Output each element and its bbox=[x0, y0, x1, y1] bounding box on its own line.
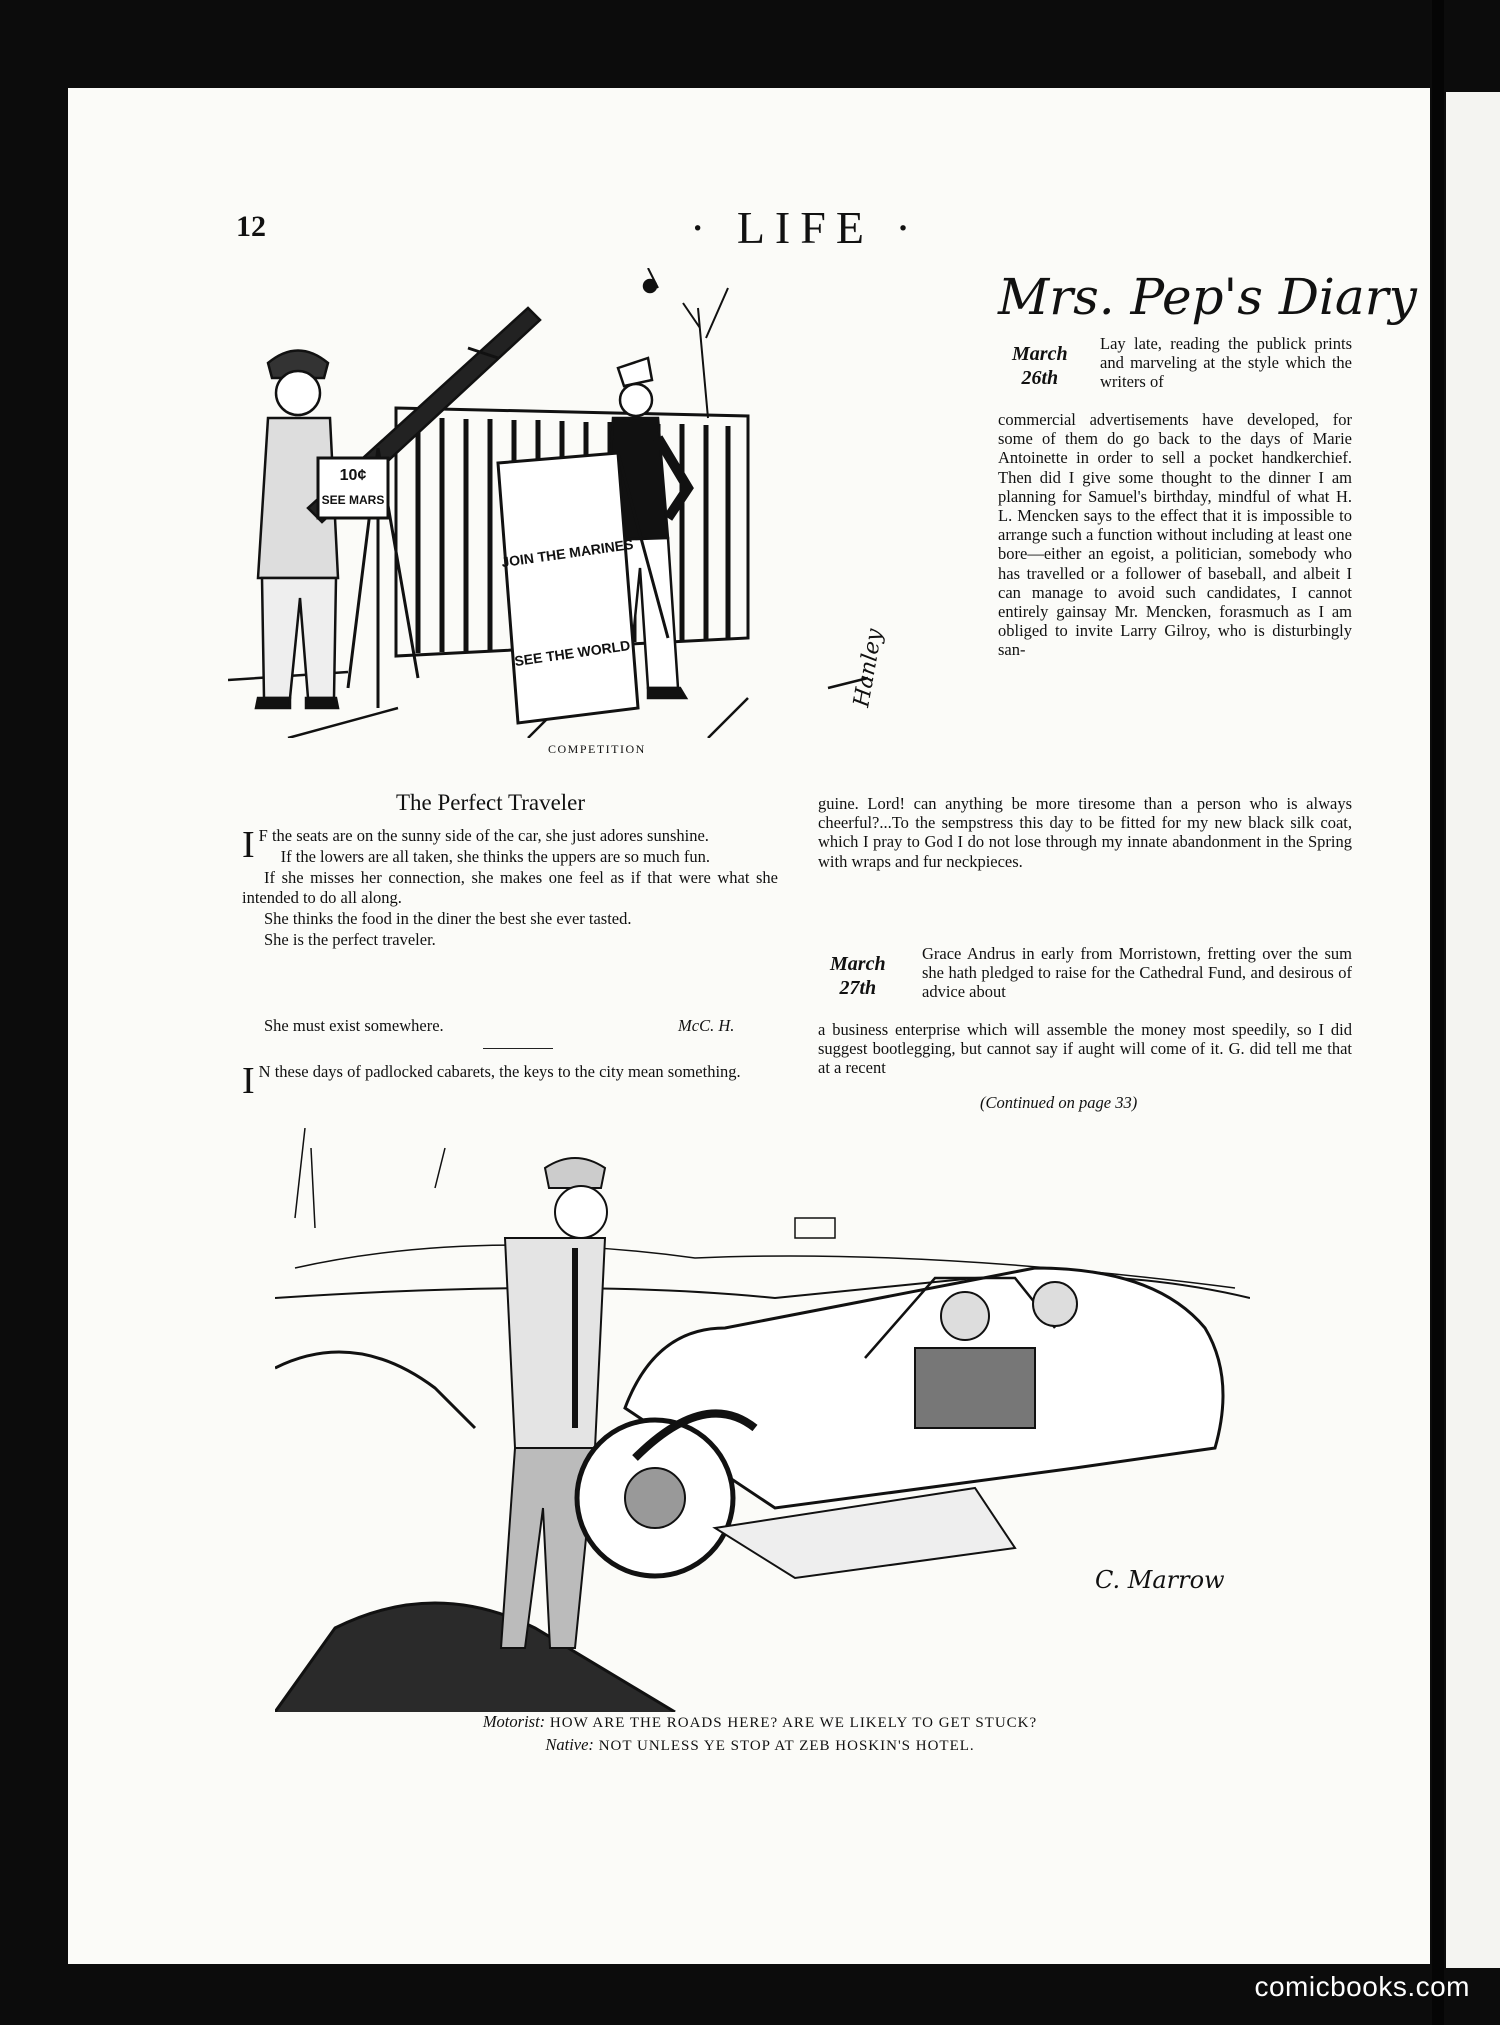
diary-entry1-main: commercial advertisements have developed, for some of them do go back to the days of Marie Antoinette in order to sell a pocket handkerchief. Then did I give some thought to the dinner I am planning for Samuel's birthday, mindful of what H. L. Mencken says to the effect that it is impossible to arrange such a function without including at least one bore—either an egoist, a politician, somebody who has travelled or a follower of baseball, and albeit I can manage to avoid such candidates, I cannot entirely gainsay Mr. Mencken, forasmuch as I am obliged to invite Larry Gilroy, who is disturbingly san- bbox=[998, 410, 1352, 660]
perfect-traveler-closing: She must exist somewhere. McC. H. bbox=[264, 1016, 735, 1035]
continued-note: (Continued on page 33) bbox=[980, 1093, 1138, 1112]
cartoon-stuck-car bbox=[275, 1128, 1250, 1712]
padlock-quip: I N these days of padlocked cabarets, the keys to the city mean something. bbox=[242, 1060, 741, 1102]
artist-signature: Hanley bbox=[849, 626, 888, 710]
artist-signature-2: C. Marrow bbox=[1095, 1566, 1225, 1594]
diary-title: Mrs. Pep's Diary bbox=[998, 268, 1417, 326]
diary-entry2-top: Grace Andrus in early from Morristown, fretting over the sum she hath pledged to raise for the Cathedral Fund, and desirous of advice about bbox=[922, 944, 1352, 1002]
diary-date-2: March 27th bbox=[830, 953, 886, 999]
poster-text-2: SEE THE WORLD bbox=[513, 637, 632, 670]
mars-sign-text: SEE MARS bbox=[321, 493, 385, 507]
book-spine bbox=[1432, 0, 1444, 2025]
diary-entry1-top: Lay late, reading the publick prints and marveling at the style which the writers of bbox=[1100, 334, 1352, 392]
poster-text-1: JOIN THE MARINES bbox=[500, 535, 635, 571]
diary-date-1: March 26th bbox=[1012, 343, 1068, 389]
divider-rule bbox=[483, 1048, 553, 1049]
page-number: 12 bbox=[236, 210, 266, 243]
next-page-edge bbox=[1446, 92, 1500, 1968]
watermark: comicbooks.com bbox=[1254, 1971, 1470, 2002]
price-sign-text: 10¢ bbox=[339, 467, 367, 484]
perfect-traveler-title: The Perfect Traveler bbox=[396, 790, 586, 815]
author-initials: McC. H. bbox=[678, 1016, 735, 1035]
perfect-traveler-text: I F the seats are on the sunny side of the car, she just adores sunshine. If the lowers are all taken, she thinks the uppers are so much fun. If she misses her connection, she makes one feel as if that were what she intended to do all along. She thinks the food in the diner the best she ever tasted. She is the perfect traveler. bbox=[242, 824, 778, 949]
cartoon-caption: COMPETITION bbox=[548, 742, 646, 756]
caption-native: Native: NOT UNLESS YE STOP AT ZEB HOSKIN'S HOTEL. bbox=[545, 1735, 975, 1754]
caption-motorist: Motorist: HOW ARE THE ROADS HERE? ARE WE LIKELY TO GET STUCK? bbox=[482, 1712, 1038, 1731]
diary-entry1-tail: guine. Lord! can anything be more tiresome than a person who is always cheerful?...To the sempstress this day to be fitted for my new black silk coat, which I pray to God I do not lose through my innate abandonment in the Spring with wraps and fur neckpieces. bbox=[818, 794, 1352, 871]
cartoon-competition bbox=[228, 268, 968, 738]
diary-entry2-main: a business enterprise which will assemble the money most speedily, so I did suggest bootlegging, but cannot say if aught will come of it. G. did tell me that at a recent bbox=[818, 1020, 1352, 1078]
masthead: · LIFE · bbox=[690, 202, 921, 253]
